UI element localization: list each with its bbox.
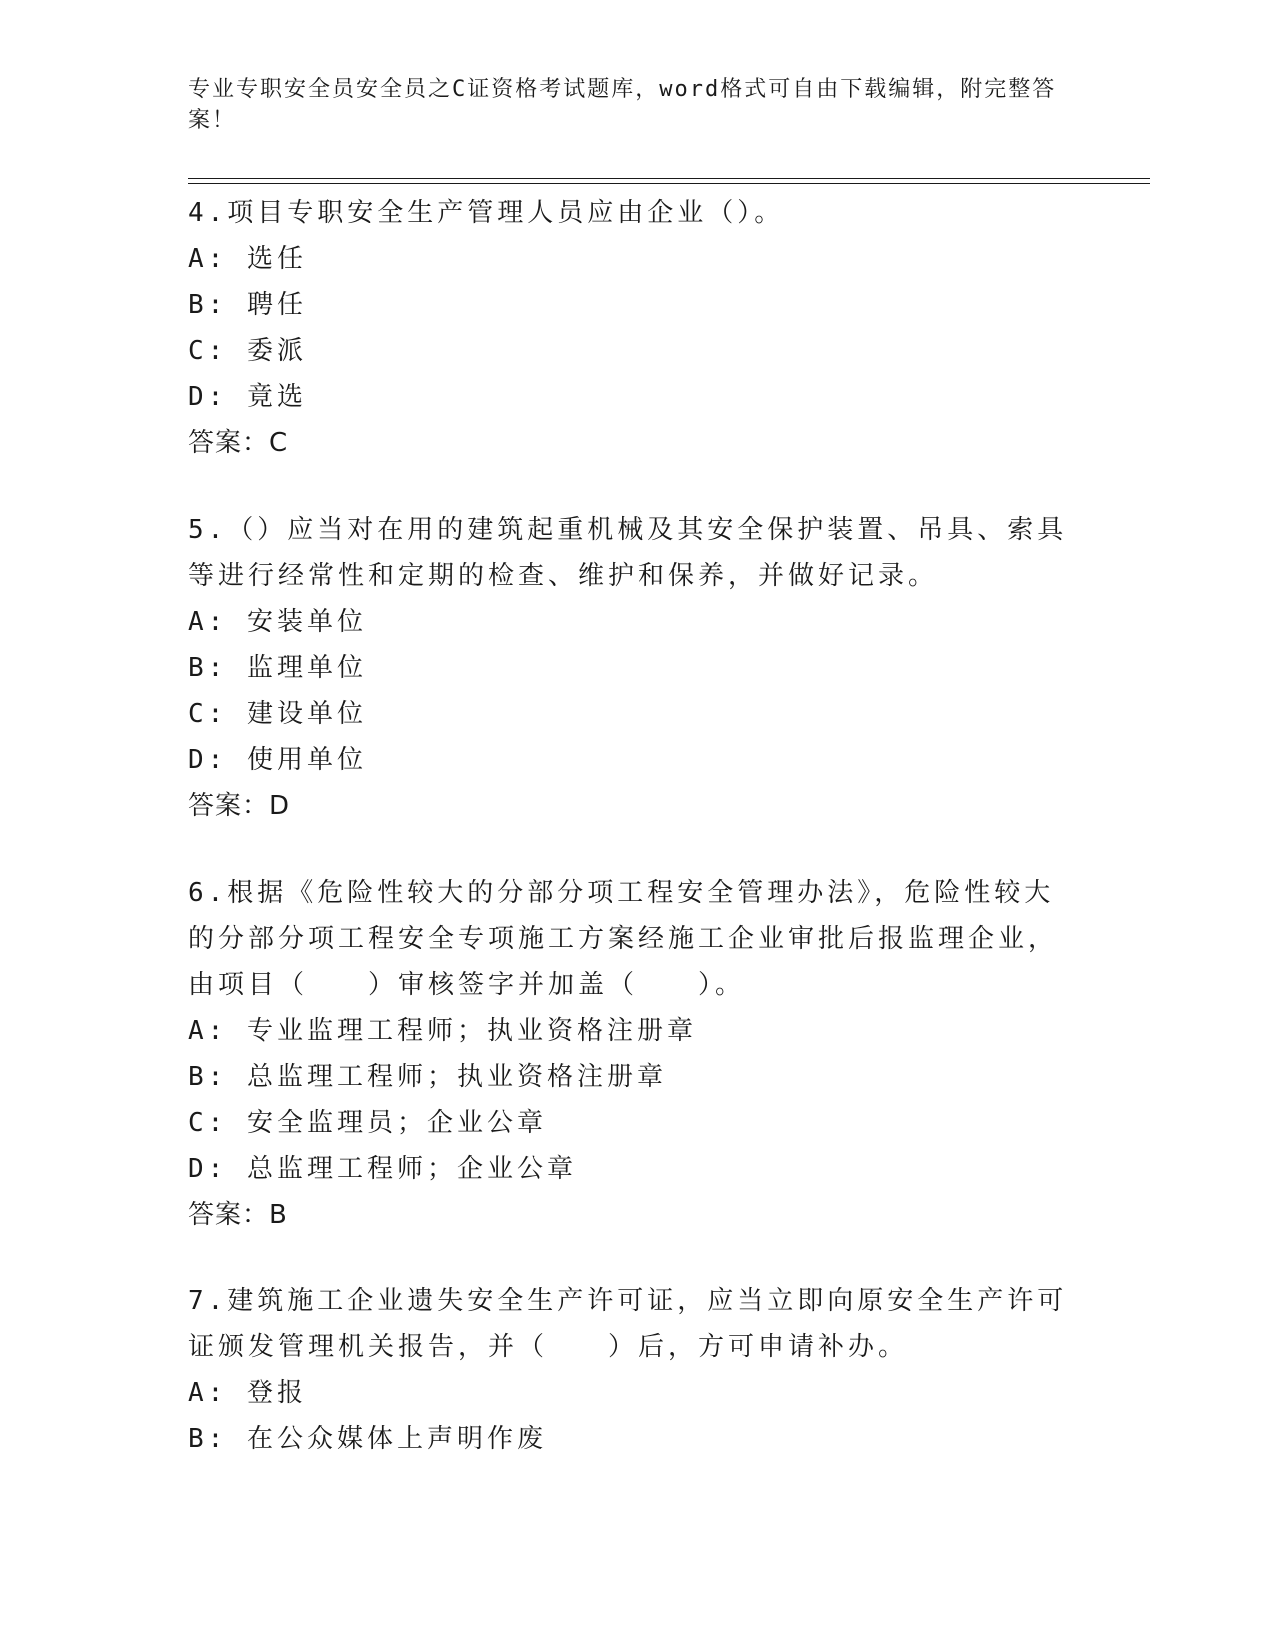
option-b: B: 总监理工程师；执业资格注册章 xyxy=(188,1062,667,1092)
question-6 xyxy=(188,870,1068,1238)
answer: 答案：D xyxy=(188,791,291,821)
question-stem: 7.建筑施工企业遗失安全生产许可证，应当立即向原安全生产许可证颁发管理机关报告，并（ ）后，方可申请补办。 xyxy=(188,1286,1068,1362)
question-5 xyxy=(188,507,1068,829)
option-a: A: 安装单位 xyxy=(188,607,367,637)
question-4 xyxy=(188,190,1068,466)
option-c: C: 委派 xyxy=(188,336,307,366)
option-b: B: 聘任 xyxy=(188,290,307,320)
question-stem: 5.（）应当对在用的建筑起重机械及其安全保护装置、吊具、索具等进行经常性和定期的检查、维护和保养，并做好记录。 xyxy=(188,515,1068,591)
answer: 答案：C xyxy=(188,428,289,458)
option-a: A: 专业监理工程师；执业资格注册章 xyxy=(188,1016,697,1046)
answer: 答案：B xyxy=(188,1200,288,1230)
question-7 xyxy=(188,1278,1068,1462)
question-stem: 6.根据《危险性较大的分部分项工程安全管理办法》，危险性较大的分部分项工程安全专项施工方案经施工企业审批后报监理企业，由项目（ ）审核签字并加盖（ ）。 xyxy=(188,878,1059,1000)
option-d: D: 总监理工程师；企业公章 xyxy=(188,1154,577,1184)
option-d: D: 使用单位 xyxy=(188,745,367,775)
option-c: C: 建设单位 xyxy=(188,699,367,729)
option-d: D: 竟选 xyxy=(188,382,307,412)
header-rule-bottom xyxy=(188,183,1150,184)
option-b: B: 监理单位 xyxy=(188,653,367,683)
document-header: 专业专职安全员安全员之C证资格考试题库，word格式可自由下载编辑，附完整答案！ xyxy=(188,77,1057,133)
option-a: A: 登报 xyxy=(188,1378,307,1408)
question-stem: 4.项目专职安全生产管理人员应由企业（）。 xyxy=(188,198,785,228)
option-a: A: 选任 xyxy=(188,244,307,274)
option-b: B: 在公众媒体上声明作废 xyxy=(188,1424,547,1454)
option-c: C: 安全监理员；企业公章 xyxy=(188,1108,547,1138)
header-rule-top xyxy=(188,178,1150,179)
